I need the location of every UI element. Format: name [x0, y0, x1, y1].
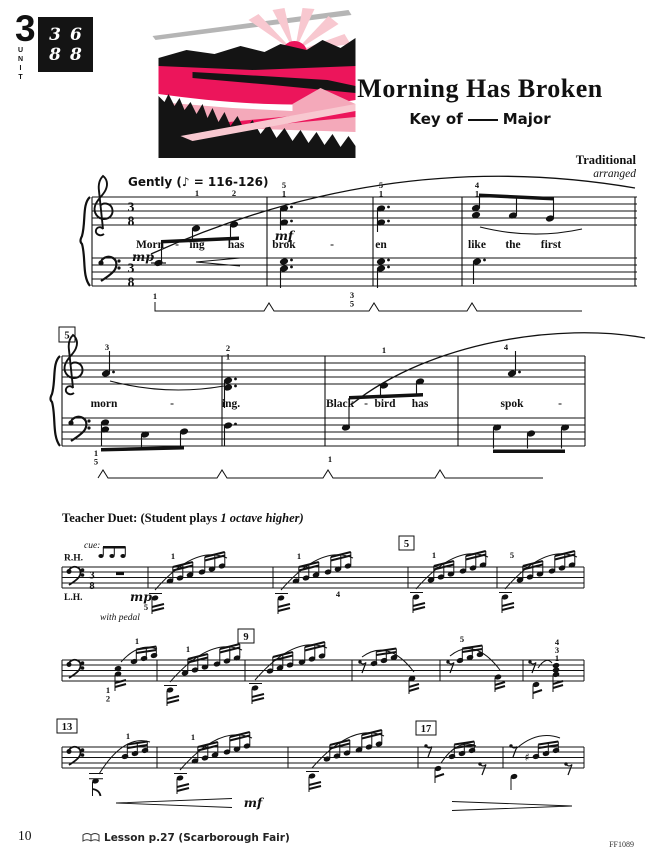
slur	[538, 660, 552, 668]
cue-notes	[98, 546, 125, 558]
bass-clef-icon	[67, 567, 84, 585]
lyric: Morn	[135, 239, 165, 251]
fingering: 5	[281, 180, 287, 190]
fingering: 5	[378, 180, 384, 190]
credit-traditional: Traditional	[575, 153, 636, 167]
fingering: 1	[185, 644, 191, 654]
fingering: 5	[459, 634, 465, 644]
lyric: morn	[90, 398, 118, 410]
eighth-rest-icon	[358, 660, 366, 673]
arpeggio-measure	[499, 551, 577, 613]
bass-clef-icon	[98, 257, 120, 281]
timesig-bass-top: 3	[127, 260, 135, 276]
crescendo-hairpin	[116, 799, 232, 808]
fingering: 2	[105, 693, 111, 704]
bass-clef-icon	[67, 747, 84, 765]
arpeggio-measure	[249, 642, 327, 704]
measure-number-5: 5	[64, 330, 70, 342]
slur-morn-ing	[110, 381, 224, 390]
arpeggio-measure	[306, 730, 384, 792]
fingering: 5	[349, 298, 355, 309]
treble-clef-icon	[65, 335, 83, 394]
key-suffix: Major	[502, 110, 551, 128]
lyric: bird	[374, 398, 396, 410]
fingering: 1	[327, 454, 333, 464]
unit-label: UNIT	[17, 47, 24, 83]
fingering: 1	[125, 731, 131, 741]
credit-arranged: arranged	[593, 168, 636, 180]
fingering: 3	[554, 645, 560, 655]
fingering: 5	[509, 550, 515, 560]
arpeggio-measure	[164, 644, 242, 706]
fingering: 4	[503, 342, 509, 352]
fingering: 1	[170, 551, 176, 561]
grand-staff-brace	[81, 197, 91, 286]
lyric-hyphen: -	[175, 239, 179, 251]
sig2-top: 6	[70, 24, 82, 45]
lyric: the	[505, 239, 521, 251]
staff-lines	[62, 567, 584, 588]
lesson-text: Lesson p.27 (Scarborough Fair)	[104, 832, 290, 844]
pedal-line-2	[98, 470, 543, 478]
lyric: like	[468, 239, 486, 251]
duet-timesig-top: 3	[89, 570, 95, 582]
dynamic-mf: mf	[274, 228, 294, 243]
pedal-line-1	[155, 302, 582, 311]
eighth-rest-icon	[446, 660, 454, 673]
cue-label: cue:	[84, 541, 101, 551]
sig1-bottom: 8	[49, 44, 61, 65]
fingering: 5	[93, 456, 99, 467]
mini-run	[130, 652, 158, 665]
fingering: 1	[105, 685, 111, 695]
fingering: 2	[225, 343, 231, 353]
lyric: Black	[325, 398, 355, 410]
right-hand-label: R.H.	[64, 553, 83, 564]
rest	[116, 572, 124, 575]
sig2-bottom: 8	[70, 44, 82, 65]
fingering: 4	[474, 180, 480, 190]
lyric: first	[540, 239, 562, 251]
measure-number-5: 5	[403, 539, 410, 550]
staff-lines	[62, 747, 584, 768]
fingering: 1	[152, 291, 158, 301]
fingering: 1	[93, 448, 99, 458]
measure-number-13: 13	[61, 722, 73, 733]
fingering: 1	[296, 551, 302, 561]
fingering: 1	[194, 188, 200, 198]
dynamic-mp: mp	[130, 589, 152, 604]
bass-clef-icon	[67, 660, 84, 678]
duet-line-2	[62, 629, 584, 706]
lyric-hyphen: -	[558, 398, 562, 410]
measure-number-17: 17	[420, 724, 432, 735]
fingering: 1	[474, 188, 480, 199]
duet-line-3	[57, 719, 584, 811]
grand-staff-brace	[51, 356, 61, 446]
lyric: en	[375, 239, 387, 251]
eighth-rest-icon	[424, 744, 432, 757]
lyric: ing.	[221, 398, 241, 410]
teacher-duet-heading	[62, 511, 304, 525]
dynamic-mp: mp	[132, 249, 154, 264]
timesig-bass-bottom: 8	[127, 274, 135, 290]
unit-number: 3	[15, 8, 36, 49]
decrescendo-hairpin	[452, 802, 572, 811]
fingering: 1	[381, 345, 387, 355]
book-icon	[82, 832, 100, 844]
catalog-code: FF1089	[609, 840, 634, 849]
eighth-rest-icon	[509, 744, 517, 757]
lesson-reference	[82, 832, 290, 844]
lyric-hyphen: -	[364, 398, 368, 410]
lyric: has	[411, 398, 429, 410]
staff-lines	[62, 660, 584, 681]
lyric-hyphen: -	[170, 398, 174, 410]
duet-heading-main: Teacher Duet: (Student plays	[62, 511, 221, 525]
page-number: 10	[18, 828, 32, 843]
sig1-top: 3	[49, 24, 61, 45]
fingering: 4	[335, 589, 341, 599]
fingering: 1	[431, 550, 437, 560]
dynamic-mf: mf	[243, 795, 263, 810]
key-prefix: Key of	[409, 110, 463, 128]
eighth-rest-icon	[564, 762, 572, 775]
timesig-treble-top: 3	[127, 199, 135, 215]
lyric: spok	[500, 398, 524, 410]
fingering: 2	[231, 188, 237, 198]
system2-notes	[100, 370, 570, 453]
tempo-marking: Gently (♪ = 116-126)	[128, 175, 269, 189]
lyric-hyphen: -	[330, 239, 334, 251]
measure-number-9: 9	[243, 632, 249, 643]
with-pedal-label: with pedal	[100, 613, 140, 623]
tie-slur	[480, 227, 582, 234]
lyric: brok	[272, 239, 296, 251]
left-hand-label: L.H.	[64, 593, 83, 603]
fingering: 1	[225, 351, 231, 362]
treble-clef-icon	[95, 176, 113, 235]
eighth-rest-icon	[528, 660, 536, 673]
fingering: 3	[349, 290, 355, 300]
fingering: 1	[378, 188, 384, 199]
duet-timesig-bottom: 8	[89, 581, 95, 592]
lyric: ing	[189, 239, 205, 251]
eighth-rest-icon	[478, 762, 486, 775]
fingering: 3	[104, 342, 110, 352]
fingering: 1	[554, 653, 560, 663]
arpeggio-measure	[410, 551, 488, 613]
phrase-slur-2	[352, 333, 645, 404]
timesig-treble-bottom: 8	[127, 213, 135, 229]
song-title: Morning Has Broken	[357, 74, 603, 103]
duet-heading-italic: 1 octave higher)	[220, 511, 304, 525]
fingering: 1	[190, 732, 196, 742]
fingering: 1	[281, 188, 287, 199]
fingering: 5	[143, 602, 149, 612]
bass-clef-icon	[68, 417, 90, 441]
fingering: 4	[554, 637, 560, 647]
sharp-icon: ♯	[524, 751, 530, 764]
fingering: 1	[134, 636, 140, 646]
lyric: has	[227, 239, 245, 251]
